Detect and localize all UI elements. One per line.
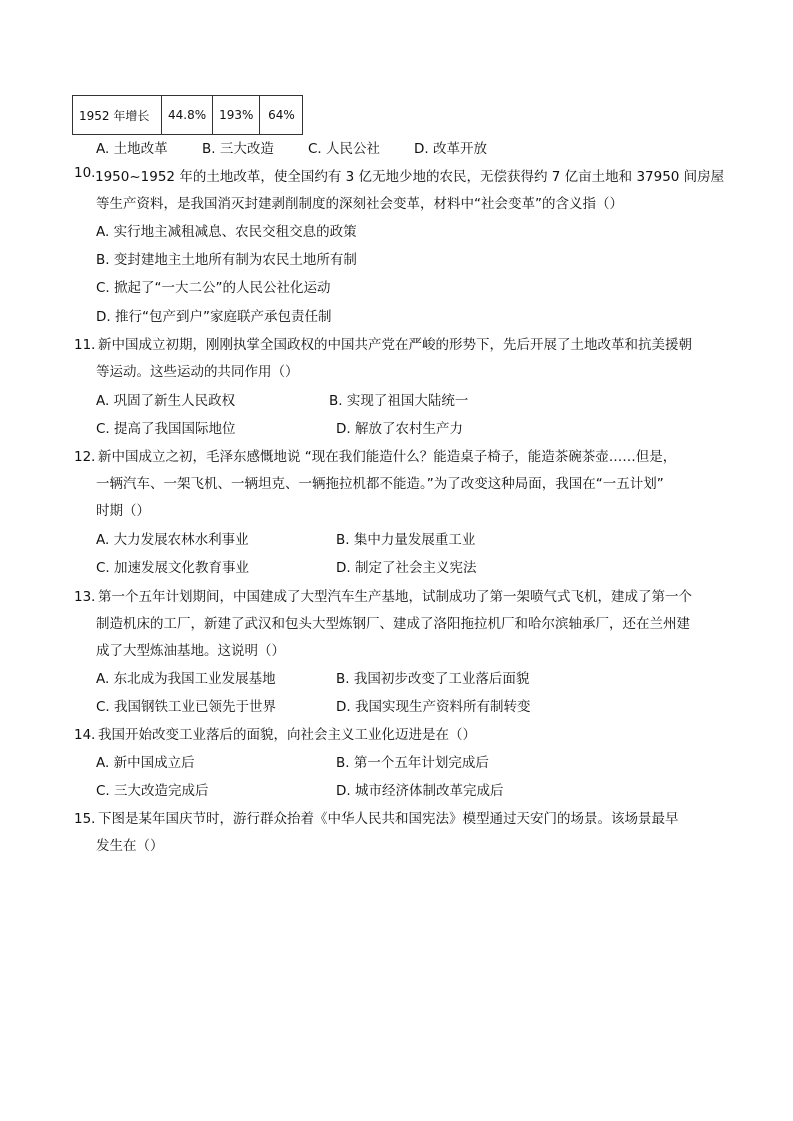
q11-option-a: A. 巩固了新生人民政权 — [96, 393, 236, 409]
q11-number: 11． — [74, 337, 105, 353]
q12-stem-line-3: 时期（） — [96, 503, 150, 519]
growth-table — [72, 95, 303, 135]
q13-option-b: B. 我国初步改变了工业落后面貌 — [336, 671, 530, 687]
q10-number: 10. — [74, 165, 96, 181]
q10-option-d: D. 推行“包产到户”家庭联产承包责任制 — [96, 309, 332, 325]
q14-stem-line-1: 我国开始改变工业落后的面貌，向社会主义工业化迈进是在（） — [98, 727, 476, 743]
q14-number: 14． — [74, 727, 105, 743]
q14-option-b: B. 第一个五年计划完成后 — [336, 755, 489, 771]
q13-option-c: C. 我国钢铁工业已领先于世界 — [96, 699, 277, 715]
q9-option-d: D. 改革开放 — [414, 141, 487, 157]
q10-stem-line-2: 等生产资料，是我国消灭封建剥削制度的深刻社会变革，材料中“社会变革”的含义指（） — [96, 196, 623, 212]
q11-stem-line-1: 新中国成立初期，刚刚执掌全国政权的中国共产党在严峻的形势下，先后开展了土地改革和抗美援朝 — [98, 337, 692, 353]
q12-option-c: C. 加速发展文化教育事业 — [96, 560, 250, 576]
q13-option-d: D. 我国实现生产资料所有制转变 — [336, 699, 531, 715]
q13-stem-line-1: 第一个五年计划期间，中国建成了大型汽车生产基地，试制成功了第一架喷气式飞机，建成了第一个 — [98, 589, 692, 605]
q10-option-c: C. 掀起了“一大二公”的人民公社化运动 — [96, 280, 331, 296]
q15-stem-line-1: 下图是某年国庆节时，游行群众抬着《中华人民共和国宪法》模型通过天安门的场景。该场景最早 — [98, 811, 679, 827]
q10-stem-line-1: 1950~1952 年的土地改革，使全国约有 3 亿无地少地的农民，无偿获得约 7 亿亩土地和 37950 间房屋 — [95, 169, 725, 185]
q10-option-a: A. 实行地主减租减息、农民交租交息的政策 — [96, 224, 357, 240]
q15-number: 15． — [74, 811, 105, 827]
q15-stem-line-2: 发生在（） — [96, 838, 164, 854]
table-cell: 1952 年增长 — [73, 96, 162, 135]
q12-option-b: B. 集中力量发展重工业 — [336, 532, 476, 548]
q13-stem-line-2: 制造机床的工厂，新建了武汉和包头大型炼钢厂、建成了洛阳拖拉机厂和哈尔滨轴承厂，还在兰州建 — [96, 616, 690, 632]
table-cell: 44.8% — [162, 96, 213, 135]
q11-option-d: D. 解放了农村生产力 — [336, 421, 463, 437]
q13-number: 13． — [74, 589, 105, 605]
q11-option-b: B. 实现了祖国大陆统一 — [329, 393, 469, 409]
q11-option-c: C. 提高了我国国际地位 — [96, 421, 236, 437]
q9-option-c: C. 人民公社 — [308, 141, 381, 157]
q11-stem-line-2: 等运动。这些运动的共同作用（） — [96, 364, 299, 380]
table-row — [73, 96, 303, 135]
q10-option-b: B. 变封建地主土地所有制为农民土地所有制 — [96, 252, 357, 268]
q14-option-c: C. 三大改造完成后 — [96, 783, 209, 799]
q12-option-d: D. 制定了社会主义宪法 — [336, 560, 477, 576]
q13-option-a: A. 东北成为我国工业发展基地 — [96, 671, 276, 687]
q12-number: 12． — [74, 449, 105, 465]
q12-option-a: A. 大力发展农林水利事业 — [96, 532, 249, 548]
q14-option-a: A. 新中国成立后 — [96, 755, 195, 771]
table-cell: 193% — [213, 96, 260, 135]
table-cell: 64% — [260, 96, 303, 135]
q12-stem-line-2: 一辆汽车、一架飞机、一辆坦克、一辆拖拉机都不能造。”为了改变这种局面，我国在“一五计划” — [96, 476, 664, 492]
q13-stem-line-3: 成了大型炼油基地。这说明（） — [96, 643, 285, 659]
q9-option-a: A. 土地改革 — [96, 141, 168, 157]
q12-stem-line-1: 新中国成立之初，毛泽东感慨地说 “现在我们能造什么？能造桌子椅子，能造茶碗茶壶……但是， — [98, 449, 677, 465]
q9-option-b: B. 三大改造 — [202, 141, 274, 157]
q14-option-d: D. 城市经济体制改革完成后 — [336, 783, 504, 799]
